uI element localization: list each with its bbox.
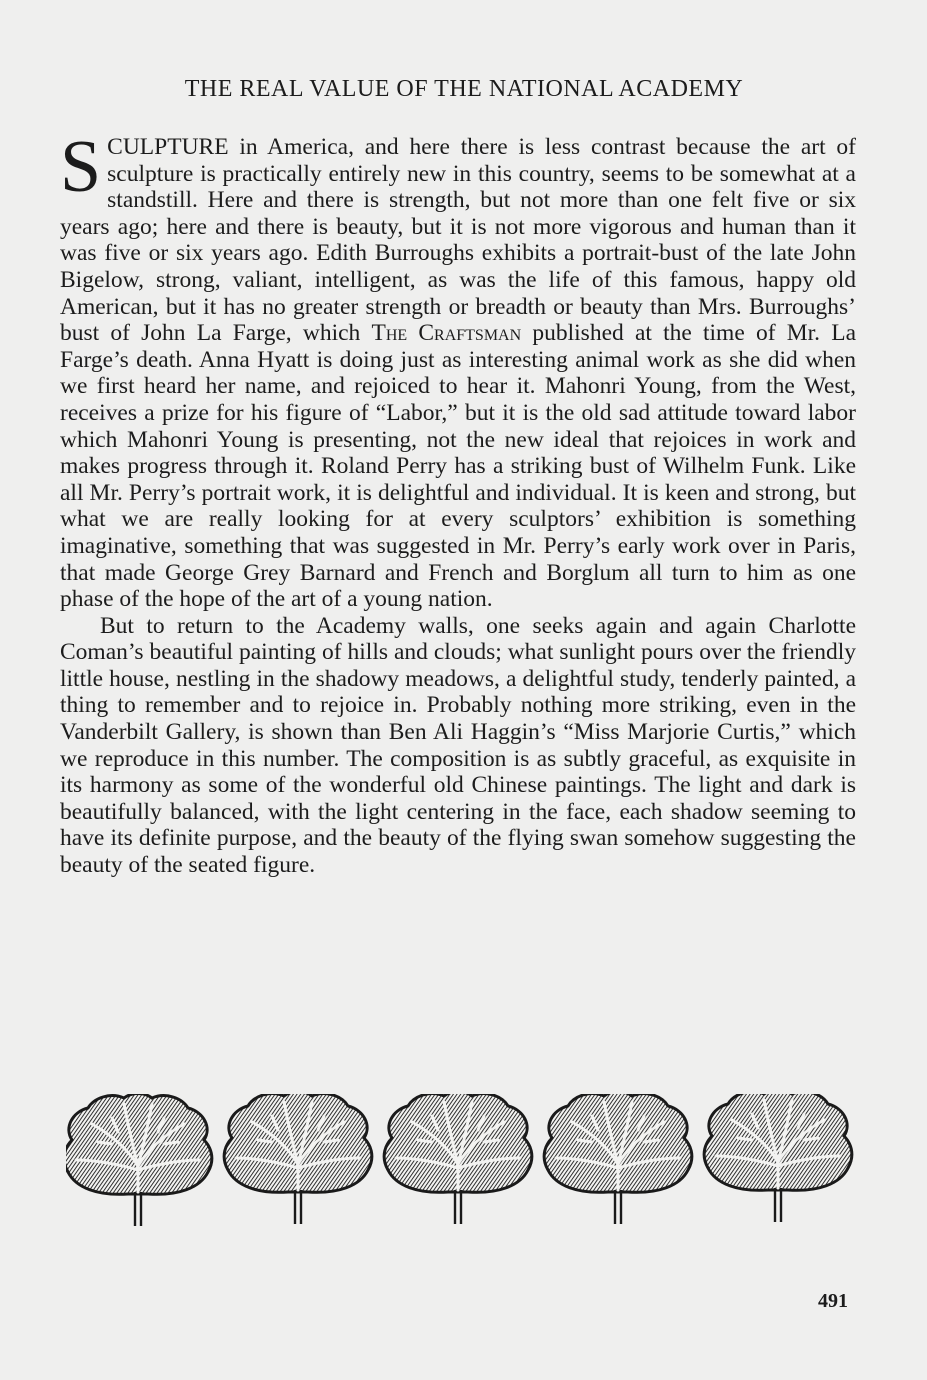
paragraph-1	[60, 126, 856, 613]
leaf-ornament-icon	[66, 1094, 861, 1229]
article-body	[60, 126, 856, 879]
drop-cap: S	[60, 126, 102, 208]
magazine-name: The Craftsman	[371, 320, 522, 347]
paragraph-2: But to return to the Academy walls, one seeks again and again Charlotte Coman’s beautiful painting of hills and clouds; what sunlight pours over the friendly little house, nestling in the shadowy meadows, a delightful study, tenderly painted, a thing to remember and to rejoice in. Probably nothing more striking, even in the Vanderbilt Gallery, is shown than Ben Ali Haggin’s “Miss Marjorie Curtis,” which we reproduce in this number. The composition is as subtly graceful, as exquisite in its harmony as some of the wonderful old Chinese paintings. The light and dark is beautifully balanced, with the light centering in the face, each shadow seeming to have its definite purpose, and the beauty of the flying swan somehow suggesting the beauty of the seated figure.	[60, 612, 856, 879]
page-number: 491	[818, 1290, 848, 1312]
paragraph-1-text-a: in America, and here there is less contrast because the art of sculpture is practically entirely new in this country, seems to be somewhat at a standstill. Here and there is strength, but not more than one felt five or six years ago; here and there is beauty, but it is not more vigorous and human than it was five or six years ago. Edith Burroughs exhibits a portrait-bust of the late John Bigelow, strong, valiant, intelligent, as was the life of this famous, happy old American, but it has no greater strength or breadth or beauty than Mrs. Burroughs’ bust of John La Farge, which	[60, 134, 856, 347]
paragraph-1-text-b: published at the time of Mr. La Farge’s death. Anna Hyatt is doing just as interesting animal work as she did when we first heard her name, and rejoiced to hear it. Mahonri Young, from the West, receives a prize for his figure of “Labor,” but it is the old sad attitude toward labor which Mahonri Young is presenting, not the new ideal that rejoices in work and makes progress through it. Roland Perry has a striking bust of Wilhelm Funk. Like all Mr. Perry’s portrait work, it is delightful and individual. It is keen and strong, but what we are really looking for at every sculptors’ exhibition is something imaginative, something that was suggested in Mr. Perry’s early work over in Paris, that made George Grey Barnard and French and Borglum all turn to him as one phase of the hope of the art of a young nation.	[60, 320, 856, 613]
running-title: THE REAL VALUE OF THE NATIONAL ACADEMY	[184, 76, 744, 102]
lead-word: CULPTURE	[107, 134, 229, 160]
